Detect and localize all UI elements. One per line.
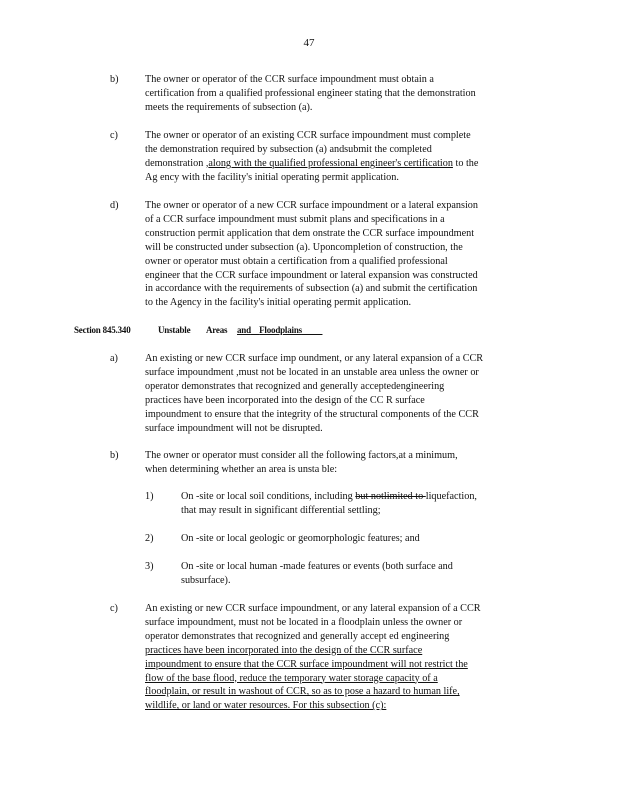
section-item-a-paragraph bbox=[145, 352, 483, 435]
text-line: An existing or new CCR surface impoundment, or any lateral expansion of a CCR bbox=[145, 603, 481, 614]
text-line: An existing or new CCR surface imp oundment, or any lateral expansion of a CCR bbox=[145, 353, 484, 364]
section-title-word: Unstable bbox=[158, 325, 191, 335]
inserted-text: floodplain, or result in washout of CCR, so as to pose a hazard to human life, bbox=[145, 686, 460, 698]
item-d-paragraph bbox=[145, 199, 478, 310]
text-segment: On -site or local soil conditions, including bbox=[181, 491, 356, 502]
section-item-b-paragraph bbox=[145, 449, 458, 477]
subitem-3-label: 3) bbox=[145, 561, 154, 572]
section-item-b-label: b) bbox=[110, 450, 119, 461]
text-line: practices have been incorporated into the design of the CC R surface bbox=[145, 394, 425, 406]
item-c-paragraph bbox=[145, 129, 478, 185]
text-line: the demonstration required by subsection (a) andsubmit the completed bbox=[145, 143, 432, 155]
subitem-1-paragraph bbox=[181, 490, 477, 518]
item-d-label: d) bbox=[110, 200, 119, 211]
inserted-line bbox=[145, 672, 481, 686]
text-line: surface impoundment ,must not be located in an unstable area unless the owner or bbox=[145, 366, 479, 378]
item-b-paragraph bbox=[145, 73, 476, 115]
subitem-1-label: 1) bbox=[145, 491, 154, 502]
text-line: in accordance with the requirements of subsection (a) and submit the certification bbox=[145, 283, 478, 295]
text-segment: to the bbox=[452, 157, 479, 169]
text-line bbox=[181, 490, 477, 504]
text-line: that may result in significant differential settling; bbox=[181, 504, 381, 516]
inserted-line bbox=[145, 658, 481, 672]
inserted-text: wildlife, or land or water resources. For this subsection (c): bbox=[145, 700, 387, 712]
inserted-line bbox=[145, 644, 481, 658]
page-number: 47 bbox=[303, 37, 315, 49]
section-title-word: Floodplains bbox=[259, 325, 302, 335]
text-line: operator demonstrates that recognized and generally acceptedengineering bbox=[145, 380, 445, 392]
text-line: Ag ency with the facility's initial operating permit application. bbox=[145, 171, 399, 183]
text-line: owner or operator must obtain a certification from a qualified professional bbox=[145, 255, 448, 267]
text-line: surface impoundment will not be disrupted. bbox=[145, 422, 323, 434]
inserted-text: practices have been incorporated into the design of the CCR surface bbox=[145, 644, 423, 656]
text-line: construction permit application that dem onstrate the CCR surface impoundment bbox=[145, 227, 475, 239]
text-line: to the Agency in the facility's initial operating permit application. bbox=[145, 297, 412, 309]
text-line: of a CCR surface impoundment must submit plans and specifications in a bbox=[145, 213, 445, 225]
section-title-word bbox=[237, 325, 322, 335]
item-b-label: b) bbox=[110, 74, 119, 85]
text-line: engineer that the CCR surface impoundment or lateral expansion was constructed bbox=[145, 269, 478, 281]
text-line: when determining whether an area is unsta ble: bbox=[145, 463, 338, 475]
text-line: impoundment to ensure that the integrity of the structural components of the CCR bbox=[145, 408, 479, 420]
text-line: On -site or local geologic or geomorphologic features; and bbox=[181, 533, 420, 544]
struck-text: but notlimited to bbox=[355, 491, 426, 502]
text-line: surface impoundment, must not be located in a floodplain unless the owner or bbox=[145, 616, 463, 628]
inserted-line bbox=[145, 699, 481, 713]
text-line: The owner or operator of a new CCR surface impoundment or a lateral expansion bbox=[145, 200, 478, 211]
section-title-underlined bbox=[237, 325, 322, 335]
text-line: subsurface). bbox=[181, 574, 231, 586]
text-line: On -site or local human -made features or events (both surface and bbox=[181, 561, 453, 572]
subitem-3-paragraph bbox=[181, 560, 453, 588]
section-item-a-label: a) bbox=[110, 353, 118, 364]
text-line bbox=[145, 157, 478, 171]
section-item-c-label: c) bbox=[110, 603, 118, 614]
section-item-c-paragraph bbox=[145, 602, 481, 713]
text-segment: liquefaction, bbox=[425, 491, 477, 502]
text-line: certification from a qualified professional engineer stating that the demonstration bbox=[145, 87, 476, 99]
text-line: The owner or operator of the CCR surface impoundment must obtain a bbox=[145, 74, 434, 85]
text-line: The owner or operator of an existing CCR surface impoundment must complete bbox=[145, 130, 471, 141]
text-segment: demonstration , bbox=[145, 157, 209, 169]
inserted-text: impoundment to ensure that the CCR surface impoundment will not restrict the bbox=[145, 658, 468, 670]
text-line: operator demonstrates that recognized and generally accept ed engineering bbox=[145, 630, 450, 642]
section-title-word: and bbox=[237, 325, 251, 335]
text-line: The owner or operator must consider all the following factors,at a minimum, bbox=[145, 450, 458, 461]
subitem-2-label: 2) bbox=[145, 533, 154, 544]
section-title-word: Areas bbox=[206, 325, 228, 335]
inserted-text: along with the qualified professional engineer's certification bbox=[208, 157, 453, 169]
subitem-2-paragraph bbox=[181, 532, 420, 546]
section-number: Section 845.340 bbox=[74, 325, 131, 335]
inserted-text: flow of the base flood, reduce the temporary water storage capacity of a bbox=[145, 672, 438, 684]
text-line: meets the requirements of subsection (a). bbox=[145, 101, 313, 113]
text-line: will be constructed under subsection (a). Uponcompletion of construction, the bbox=[145, 241, 463, 253]
inserted-line bbox=[145, 685, 481, 699]
item-c-label: c) bbox=[110, 130, 118, 141]
